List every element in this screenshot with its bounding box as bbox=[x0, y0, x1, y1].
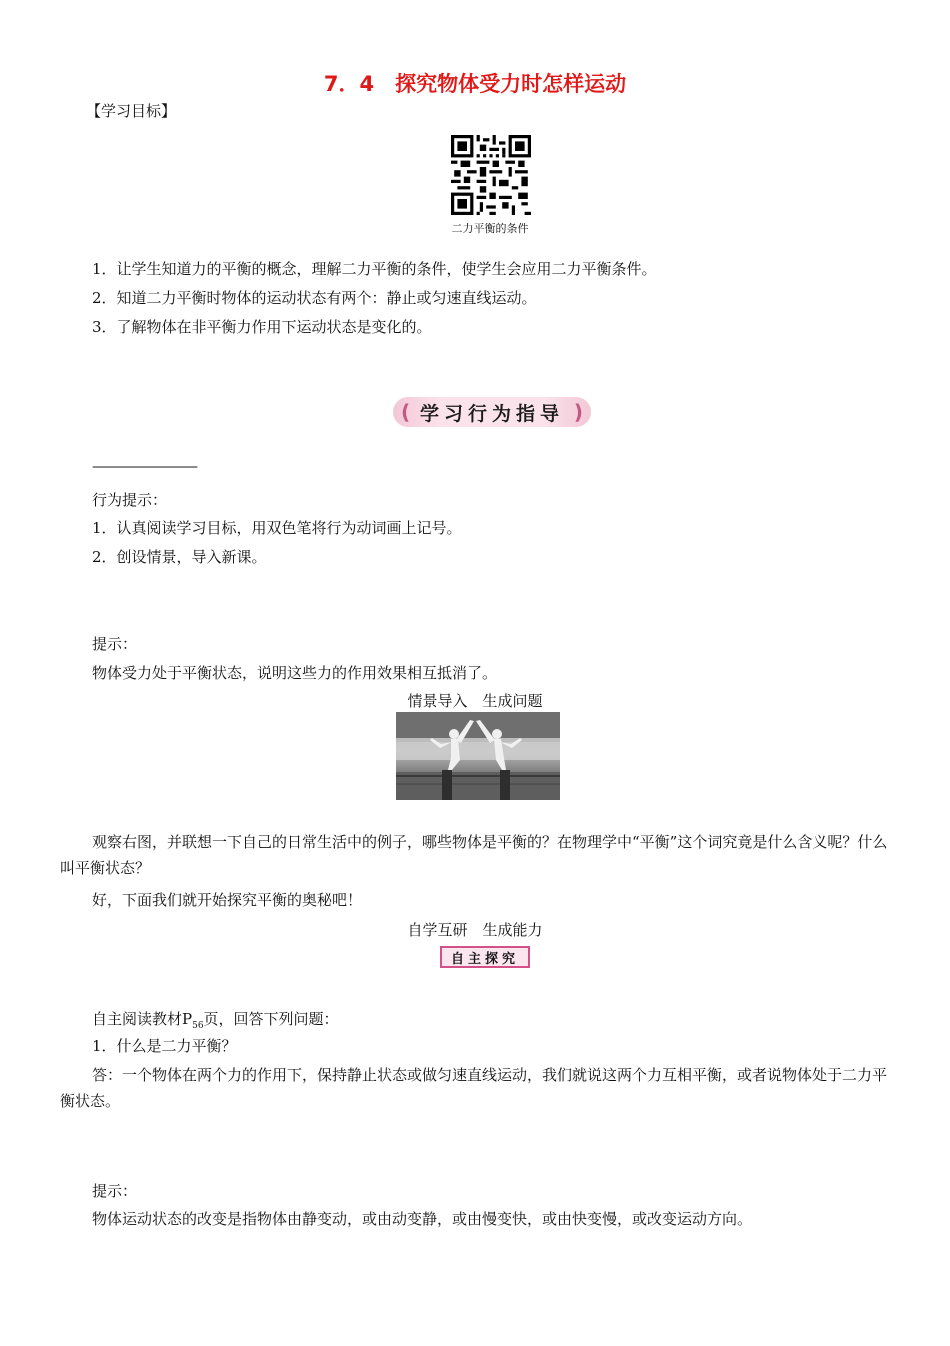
section-heading: 情景导入 生成问题 bbox=[407, 692, 543, 710]
objective-item: 3．了解物体在非平衡力作用下运动状态是变化的。 bbox=[92, 318, 432, 336]
intro-paragraph: 观察右图，并联想一下自己的日常生活中的例子，哪些物体是平衡的？在物理学中“平衡”这个词究竟是什么含义呢？什么叫平衡状态？ bbox=[60, 833, 888, 877]
yoga-balance-photo bbox=[396, 712, 560, 800]
hint-item: 1．认真阅读学习目标，用双色笔将行为动词画上记号。 bbox=[92, 519, 462, 537]
dash-line: ———————— bbox=[92, 457, 196, 475]
qr-caption: 二力平衡的条件 bbox=[451, 222, 529, 235]
question: 1．什么是二力平衡？ bbox=[92, 1037, 237, 1055]
reading-prefix: 自主阅读教材P bbox=[92, 1010, 193, 1028]
reading-instruction bbox=[92, 1008, 339, 1031]
intro-paragraph: 好，下面我们就开始探究平衡的奥秘吧！ bbox=[92, 891, 363, 909]
tip-heading: 提示： bbox=[92, 635, 138, 653]
self-study-badge: 自主探究 bbox=[440, 946, 530, 968]
reading-suffix: 页，回答下列问题： bbox=[203, 1010, 339, 1028]
banner-text: 学习行为指导 bbox=[419, 402, 564, 425]
tip-text: 物体受力处于平衡状态，说明这些力的作用效果相互抵消了。 bbox=[92, 664, 498, 682]
objectives-heading: 【学习目标】 bbox=[86, 102, 177, 120]
reading-page-number: 56 bbox=[192, 1021, 204, 1031]
answer: 答：一个物体在两个力的作用下，保持静止状态或做匀速直线运动，我们就说这两个力互相平衡，或者说物体处于二力平衡状态。 bbox=[60, 1066, 888, 1110]
objective-item: 2．知道二力平衡时物体的运动状态有两个：静止或匀速直线运动。 bbox=[92, 289, 537, 307]
section-banner bbox=[393, 397, 591, 427]
hint-item: 2．创设情景，导入新课。 bbox=[92, 548, 267, 566]
page-title: 7．4 探究物体受力时怎样运动 bbox=[323, 72, 627, 96]
tip-heading: 提示： bbox=[92, 1182, 138, 1200]
hint-heading: 行为提示： bbox=[92, 491, 168, 509]
objective-item: 1．让学生知道力的平衡的概念，理解二力平衡的条件，使学生会应用二力平衡条件。 bbox=[92, 260, 657, 278]
section-heading: 自学互研 生成能力 bbox=[407, 921, 543, 939]
banner-right-swash-icon: ) bbox=[573, 400, 583, 424]
tip-text: 物体运动状态的改变是指物体由静变动，或由动变静，或由慢变快，或由快变慢，或改变运动方向。 bbox=[92, 1210, 753, 1228]
qr-code-icon[interactable] bbox=[446, 135, 536, 215]
banner-left-swash-icon: ( bbox=[401, 400, 411, 424]
